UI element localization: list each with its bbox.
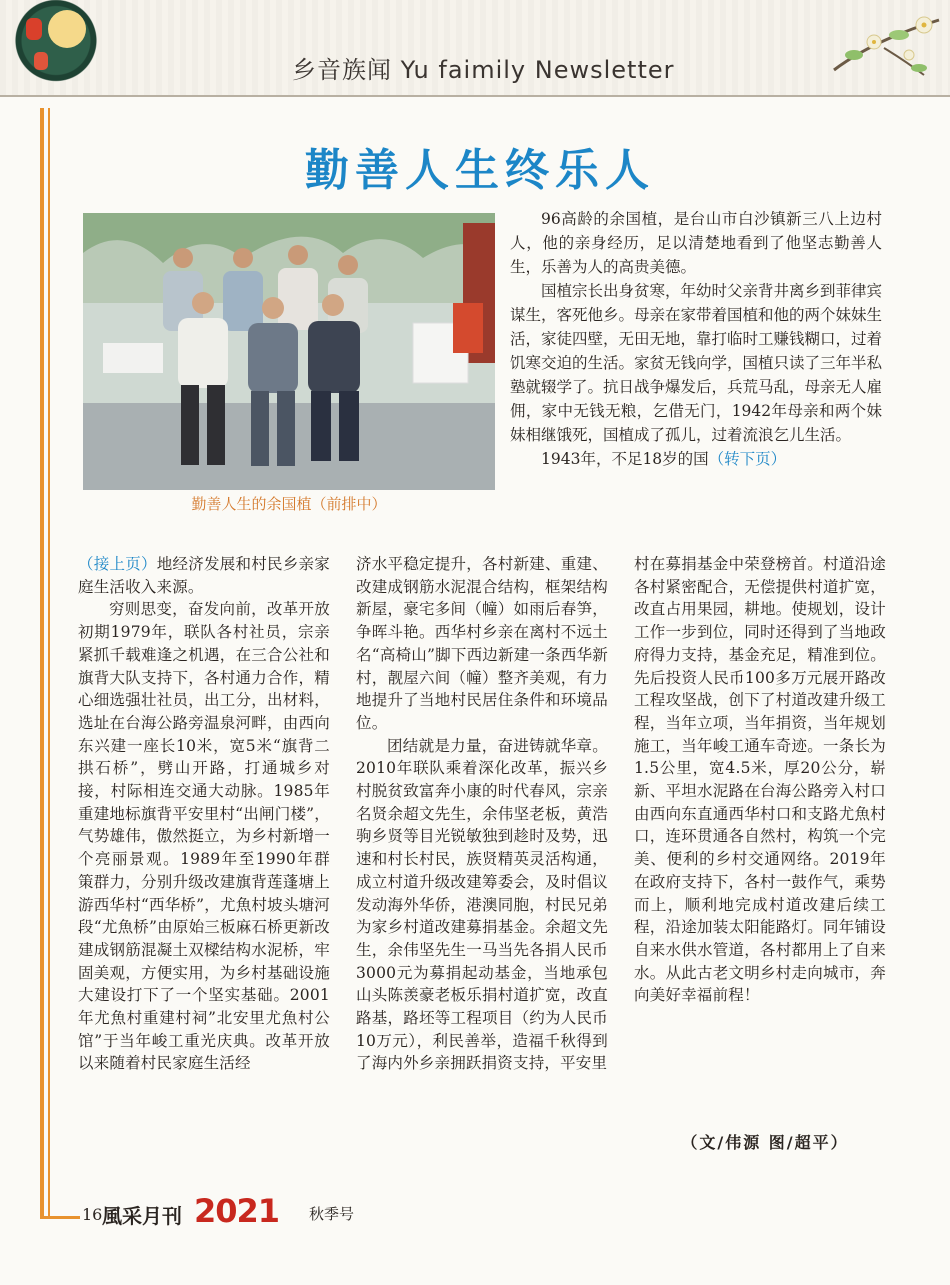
issue-season: 秋季号: [309, 1205, 355, 1223]
lantern-icon: [26, 18, 42, 40]
paragraph: 穷则思变，奋发向前，改革开放初期1979年，联队各村社员，宗亲紧抓千载难逢之机遇，在三合公社和旗背大队支持下，各村通力合作，精心细选强壮社员，出工分，出材料，选址在台海公路旁温泉河畔，由西向东兴建一座长10米，宽5米“旗背二拱石桥”，劈山开路，打通城乡对接，村际相连交通大动脉。1985年重建地标旗背平安里村“出闸门楼”，气势雄伟，傲然挺立，为乡村新增一个亮丽景观。1989年至1990年群策群力，分别升级改建旗背莲蓬塘上游西华村“西华桥”，尤魚村坡头塘河段“尤魚桥”由原始三板麻石桥更新改建成钢筋混凝土双樑结构水泥桥，牢固美观，方便实用，为乡村基础设施大建设打下了一个坚实基础。2001年尤魚村重建村祠”北安里尤魚村公馆”于当年峻工重光庆典。改革开放以来随着村民家庭生活经: [78, 600, 330, 1073]
issue-year: 2021: [194, 1192, 280, 1230]
continued-next-note: （转下页）: [708, 450, 787, 468]
lantern-icon: [34, 52, 48, 70]
photo-caption: 勤善人生的余国植（前排中）: [191, 495, 387, 513]
paragraph-text: 地经济发展和村民乡亲家庭生活收入来源。: [78, 555, 330, 596]
magazine-name: 風采月刊: [102, 1204, 182, 1228]
lantern-emblem-icon: [8, 0, 104, 90]
paragraph: 96高龄的余国植，是台山市白沙镇新三八上边村人，他的亲身经历，足以清楚地看到了他坚志勤善人生，乐善为人的高贵美德。: [510, 210, 882, 276]
page-header: [0, 0, 950, 97]
bottom-border-rule: [40, 1216, 80, 1219]
newsletter-title: 乡音族闻 Yu faimily Newsletter: [292, 56, 675, 84]
moon-icon: [48, 10, 86, 48]
text-column-3: [634, 553, 886, 1007]
article-title: 勤善人生终乐人: [305, 145, 655, 196]
page-number: 16: [82, 1205, 103, 1224]
continued-prev-note: （接上页）: [78, 555, 157, 573]
paragraph: 村在募捐基金中荣登榜首。村道沿途各村紧密配合，无偿提供村道扩宽，改直占用果园，耕地。使规划，设计工作一步到位，同时还得到了当地政府得力支持，基金充足，精准到位。先后投资人民币100多万元展开路改工程攻坚战，创下了村道改建升级工程，当年立项，当年捐资，当年规划施工，当年峻工通车奇迹。一条长为1.5公里，宽4.5米，厚20公分，崭新、平坦水泥路在台海公路旁入村口由西向东直通西华村口和支路尤魚村口，连环贯通各自然村，构筑一个完美、便利的乡村交通网络。2019年在政府支持下，各村一鼓作气，乘势而上，顺利地完成村道改建后续工程，沿途加装太阳能路灯。同年铺设自来水供水管道，各村都用上了自来水。从此古老文明乡村走向城市，奔向美好幸福前程！: [634, 555, 886, 1005]
paragraph: [78, 553, 330, 598]
text-column-1: [78, 553, 330, 1075]
group-photo: [83, 213, 495, 490]
paragraph: [510, 447, 882, 471]
left-border-rule: [40, 108, 44, 1218]
paragraph: 济水平稳定提升，各村新建、重建、改建成钢筋水泥混合结构，框架结构新屋，豪宅多间（幢）如雨后春笋，争晖斗艳。西华村乡亲在离村不远土名“高椅山”脚下西边新建一条西华新村，靓屋六间（幢）整齐美观，有力地提升了当地村民居住条件和环境品位。: [356, 555, 608, 732]
author-credit: （文/伟源 图/超平）: [681, 1133, 849, 1152]
text-column-2: [356, 553, 608, 1075]
paragraph: 国植宗长出身贫寒，年幼时父亲背井离乡到菲律宾谋生，客死他乡。母亲在家带着国植和他的两个妹妹生活，家徒四壁，无田无地，靠打临时工赚钱糊口，过着饥寒交迫的生活。家贫无钱向学，国植只读了三年半私塾就辍学了。抗日战争爆发后，兵荒马乱，母亲无人雇佣，家中无钱无粮，乞借无门，1942年母亲和两个妹妹相继饿死，国植成了孤儿，过着流浪乞儿生活。: [510, 282, 883, 444]
paragraph: 团结就是力量，奋进铸就华章。2010年联队乘着深化改革，振兴乡村脱贫致富奔小康的时代春风，宗亲名贤余超文先生，余伟坚老板，黄浩驹乡贤等目光锐敏独到趁时及势，迅速和村长村民，族贤精英灵活构通，成立村道升级改建筹委会，及时倡议发动海外华侨，港澳同胞，村民兄弟为家乡村道改建募捐基金。余超文先生，余伟坚先生一马当先各捐人民币3000元为募捐起动基金，当地承包山头陈羡豪老板乐捐村道扩宽，改直路基，路坯等工程项目（约为人民币10万元），利民善举，造福千秋得到了海内外乡亲拥跃捐资支持，平安里: [356, 736, 608, 1073]
intro-text: [510, 207, 882, 471]
plum-blossom-icon: [824, 0, 944, 90]
paragraph-text: 1943年，不足18岁的国: [541, 450, 709, 468]
left-border-rule: [48, 108, 50, 1218]
